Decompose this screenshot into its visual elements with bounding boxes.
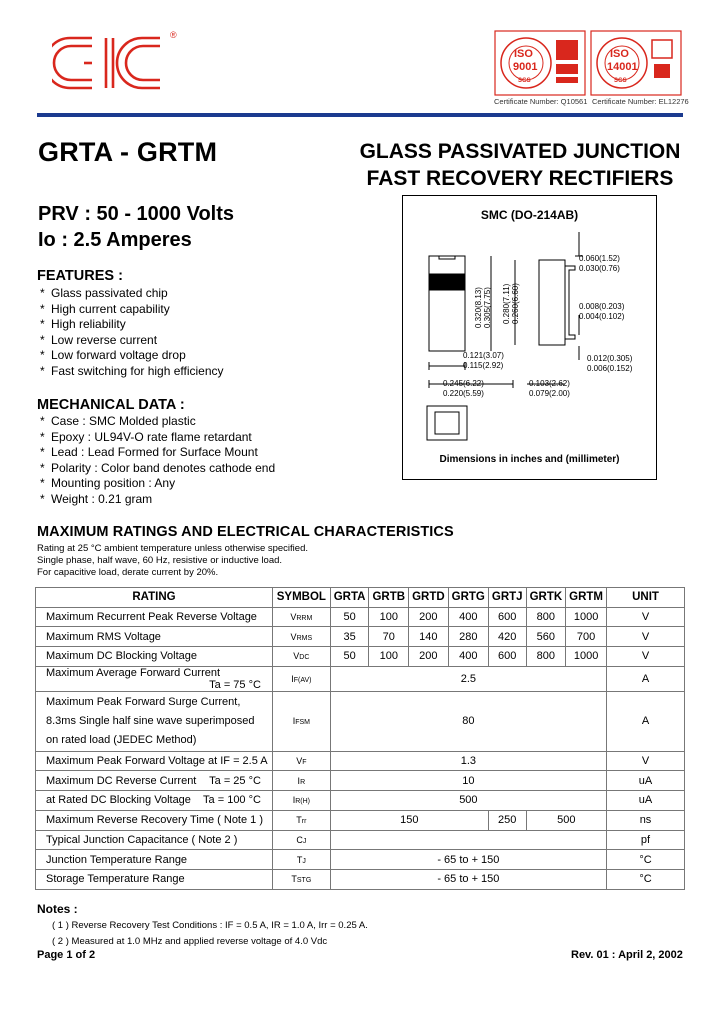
value-cell: 700 <box>566 627 607 647</box>
value-cell: 1000 <box>566 647 607 667</box>
io-line: Io : 2.5 Amperes <box>38 229 192 251</box>
rating-cell: Maximum Peak Forward Voltage at IF = 2.5 A <box>36 751 273 771</box>
dim-label: 0.008(0.203) <box>579 302 625 311</box>
note-1: ( 1 ) Reverse Recovery Test Conditions : IF = 0.5 A, IR = 1.0 A, Irr = 0.25 A. <box>52 920 368 931</box>
value-cell: 50 <box>330 607 369 627</box>
value-cell: 600 <box>488 647 526 667</box>
value-cell: 500 <box>526 810 606 830</box>
symbol-cell: CJ <box>272 830 330 850</box>
table-row <box>36 751 685 771</box>
value-cell: 35 <box>330 627 369 647</box>
value-cell: 50 <box>330 647 369 667</box>
col-header: GRTA <box>330 588 369 608</box>
value-cell: 1.3 <box>330 751 606 771</box>
rating-conditions <box>37 543 308 579</box>
col-header: SYMBOL <box>272 588 330 608</box>
dim-label: 0.121(3.07) <box>463 351 504 360</box>
page-number: Page 1 of 2 <box>37 949 96 961</box>
rating-cell: Maximum Average Forward Current Ta = 75 °C <box>36 666 273 691</box>
unit-cell: pf <box>607 830 685 850</box>
dim-label: 0.004(0.102) <box>579 312 625 321</box>
cert2-number: Certificate Number: EL12276 <box>592 97 689 106</box>
table-header-row <box>36 588 685 608</box>
value-cell: 1000 <box>566 607 607 627</box>
value-cell: 100 <box>369 607 409 627</box>
condition-line: Rating at 25 °C ambient temperature unless otherwise specified. <box>37 543 308 554</box>
package-outline-box <box>402 195 657 480</box>
table-row <box>36 869 685 889</box>
value-cell: 420 <box>488 627 526 647</box>
table-row <box>36 771 685 791</box>
cert1-number: Certificate Number: Q10561 <box>494 97 588 106</box>
value-cell <box>330 830 606 850</box>
unit-cell: °C <box>607 850 685 870</box>
symbol-cell: VRRM <box>272 607 330 627</box>
col-header: RATING <box>36 588 273 608</box>
features-heading: FEATURES : <box>37 268 123 284</box>
package-title: SMC (DO-214AB) <box>480 208 579 222</box>
dim-label: 0.060(1.52) <box>579 254 620 263</box>
unit-cell: A <box>607 666 685 691</box>
list-item: * Low forward voltage drop <box>37 348 224 364</box>
symbol-cell: IF(AV) <box>272 666 330 691</box>
value-cell: 400 <box>448 647 488 667</box>
list-item: * High reliability <box>37 317 224 333</box>
title-line-2: FAST RECOVERY RECTIFIERS <box>366 167 674 190</box>
table-row <box>36 647 685 667</box>
value-cell: 70 <box>369 627 409 647</box>
list-item: * Case : SMC Molded plastic <box>37 414 275 430</box>
table-row <box>36 607 685 627</box>
unit-cell: V <box>607 751 685 771</box>
notes-list <box>52 918 368 950</box>
ratings-summary <box>38 201 234 253</box>
features-list <box>37 286 224 380</box>
dim-label: 0.260(6.60) <box>511 283 520 324</box>
ratings-table <box>35 587 685 890</box>
package-drawing <box>403 196 656 479</box>
list-item: * Low reverse current <box>37 333 224 349</box>
col-header: GRTM <box>566 588 607 608</box>
list-item: * Lead : Lead Formed for Surface Mount <box>37 445 275 461</box>
value-cell: 500 <box>330 791 606 811</box>
col-header: GRTG <box>448 588 488 608</box>
dim-label: 0.320(8.13) <box>474 287 483 328</box>
list-item: * Fast switching for high efficiency <box>37 364 224 380</box>
revision-date: Rev. 01 : April 2, 2002 <box>571 949 683 961</box>
value-cell: - 65 to + 150 <box>330 869 606 889</box>
symbol-cell: VDC <box>272 647 330 667</box>
condition-line: For capacitive load, derate current by 20%. <box>37 567 219 578</box>
value-cell: 800 <box>526 647 566 667</box>
dim-label: 0.079(2.00) <box>529 389 570 398</box>
list-item: * Epoxy : UL94V-O rate flame retardant <box>37 430 275 446</box>
notes-heading: Notes : <box>37 902 78 916</box>
rating-cell: Maximum Peak Forward Surge Current, 8.3ms Single half sine wave superimposed on rated load (JEDEC Method) <box>36 691 273 751</box>
rating-cell: Maximum DC Reverse Current Ta = 25 °C <box>36 771 273 791</box>
list-item: * High current capability <box>37 302 224 318</box>
part-range: GRTA - GRTM <box>38 137 218 167</box>
rating-cell: Maximum Reverse Recovery Time ( Note 1 ) <box>36 810 273 830</box>
value-cell: 280 <box>448 627 488 647</box>
value-cell: 560 <box>526 627 566 647</box>
col-header: GRTK <box>526 588 566 608</box>
mechanical-list <box>37 414 275 508</box>
list-item: * Glass passivated chip <box>37 286 224 302</box>
registered-mark: ® <box>170 30 177 40</box>
dim-label: 0.115(2.92) <box>463 361 504 370</box>
value-cell: 200 <box>409 647 449 667</box>
table-row <box>36 666 685 691</box>
col-header: UNIT <box>607 588 685 608</box>
dim-label: 0.245(6.22) <box>443 379 484 388</box>
value-cell: 250 <box>488 810 526 830</box>
value-cell: 100 <box>369 647 409 667</box>
dim-label: 0.103(2.62) <box>529 379 570 388</box>
rating-cell: Junction Temperature Range <box>36 850 273 870</box>
prv-line: PRV : 50 - 1000 Volts <box>38 203 235 225</box>
dim-label: 0.006(0.152) <box>587 364 633 373</box>
dim-label: 0.305(7.75) <box>483 287 492 328</box>
mechanical-heading: MECHANICAL DATA : <box>37 397 185 413</box>
condition-line: Single phase, half wave, 60 Hz, resistive or inductive load. <box>37 555 283 566</box>
unit-cell: uA <box>607 771 685 791</box>
note-2: ( 2 ) Measured at 1.0 MHz and applied reverse voltage of 4.0 Vdc <box>52 936 328 947</box>
table-row <box>36 791 685 811</box>
symbol-cell: TSTG <box>272 869 330 889</box>
symbol-cell: IR <box>272 771 330 791</box>
value-cell: 140 <box>409 627 449 647</box>
ratings-heading: MAXIMUM RATINGS AND ELECTRICAL CHARACTERISTICS <box>37 524 454 540</box>
table-row <box>36 691 685 751</box>
table-row <box>36 830 685 850</box>
symbol-cell: VRMS <box>272 627 330 647</box>
rating-cell: Storage Temperature Range <box>36 869 273 889</box>
value-cell: 600 <box>488 607 526 627</box>
dim-label: 0.280(7.11) <box>502 283 511 324</box>
value-cell: 200 <box>409 607 449 627</box>
list-item: * Mounting position : Any <box>37 476 275 492</box>
unit-cell: uA <box>607 791 685 811</box>
unit-cell: °C <box>607 869 685 889</box>
col-header: GRTB <box>369 588 409 608</box>
symbol-cell: Trr <box>272 810 330 830</box>
dim-label: 0.030(0.76) <box>579 264 620 273</box>
unit-cell: V <box>607 627 685 647</box>
list-item: * Polarity : Color band denotes cathode end <box>37 461 275 477</box>
iso9001-cert-badge: ISO 9001 SGS <box>494 30 586 96</box>
col-header: GRTJ <box>488 588 526 608</box>
symbol-cell: TJ <box>272 850 330 870</box>
value-cell: 10 <box>330 771 606 791</box>
rating-cell: Maximum DC Blocking Voltage <box>36 647 273 667</box>
product-title <box>340 138 700 192</box>
value-cell: 800 <box>526 607 566 627</box>
eic-logo-mark <box>52 28 182 98</box>
value-cell: 80 <box>330 691 606 751</box>
unit-cell: V <box>607 607 685 627</box>
package-footnote: Dimensions in inches and (millimeter) <box>439 454 620 465</box>
value-cell: - 65 to + 150 <box>330 850 606 870</box>
table-row <box>36 810 685 830</box>
header-rule <box>37 113 683 117</box>
value-cell: 2.5 <box>330 666 606 691</box>
dim-label: 0.012(0.305) <box>587 354 633 363</box>
iso14001-cert-badge: ISO 14001 SGS <box>590 30 682 96</box>
table-row <box>36 627 685 647</box>
eic-logo <box>52 28 182 98</box>
table-row <box>36 850 685 870</box>
rating-cell: Maximum Recurrent Peak Reverse Voltage <box>36 607 273 627</box>
dim-label: 0.220(5.59) <box>443 389 484 398</box>
unit-cell: V <box>607 647 685 667</box>
symbol-cell: IR(H) <box>272 791 330 811</box>
value-cell: 400 <box>448 607 488 627</box>
rating-cell: Maximum RMS Voltage <box>36 627 273 647</box>
list-item: * Weight : 0.21 gram <box>37 492 275 508</box>
unit-cell: ns <box>607 810 685 830</box>
rating-cell: at Rated DC Blocking Voltage Ta = 100 °C <box>36 791 273 811</box>
title-line-1: GLASS PASSIVATED JUNCTION <box>359 140 681 163</box>
value-cell: 150 <box>330 810 488 830</box>
rating-cell: Typical Junction Capacitance ( Note 2 ) <box>36 830 273 850</box>
unit-cell: A <box>607 691 685 751</box>
symbol-cell: VF <box>272 751 330 771</box>
col-header: GRTD <box>409 588 449 608</box>
symbol-cell: IFSM <box>272 691 330 751</box>
